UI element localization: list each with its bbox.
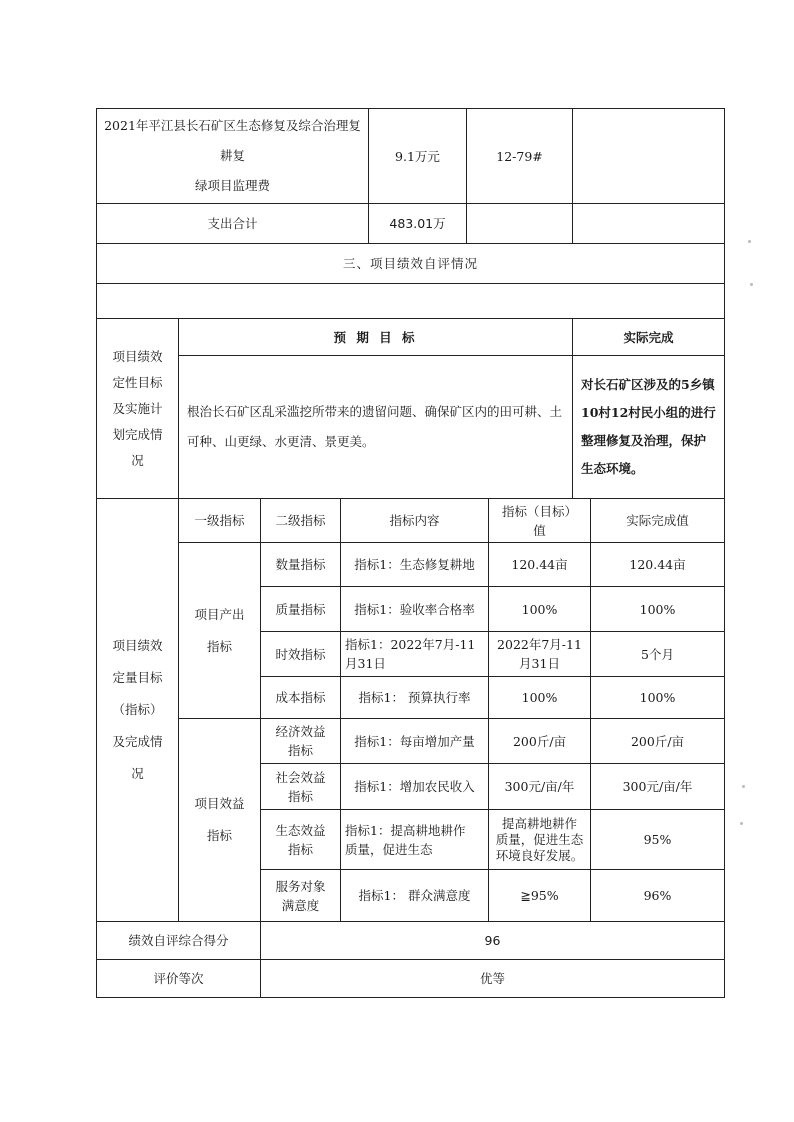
actual-completion-text: 对长石矿区涉及的5乡镇10村12村民小组的进行整理修复及治理，保护生态环境。: [573, 356, 725, 499]
indicator-row: [97, 543, 725, 587]
level2-indicator: 时效指标: [261, 632, 341, 677]
expected-goal-text: 根治长石矿区乱采滥挖所带来的遗留问题、确保矿区内的田可耕、土可种、山更绿、水更清、景更美。: [179, 356, 573, 499]
level1-indicator: 项目产出 指标: [179, 543, 261, 719]
total-row: [97, 204, 725, 244]
indicator-actual: 95%: [591, 810, 725, 870]
level2-indicator: 数量指标: [261, 543, 341, 587]
scan-mark: [748, 240, 751, 243]
level2-indicator: 经济效益 指标: [261, 719, 341, 764]
indicator-target: 120.44亩: [489, 543, 591, 587]
indicator-target: 100%: [489, 677, 591, 719]
scan-mark: [742, 785, 745, 788]
indicator-content: 指标1：生态修复耕地: [341, 543, 489, 587]
expense-item-name: 2021年平江县长石矿区生态修复及综合治理复耕复 绿项目监理费: [97, 109, 369, 204]
scan-mark: [740, 822, 743, 825]
score-label: 绩效自评综合得分: [97, 922, 261, 960]
section-title: 三、项目绩效自评情况: [97, 244, 725, 284]
total-value: 483.01万: [369, 204, 467, 244]
qualitative-header-row: [97, 319, 725, 356]
indicator-target: 300元/亩/年: [489, 764, 591, 810]
level2-indicator: 服务对象 满意度: [261, 870, 341, 922]
indicator-target: ≧95%: [489, 870, 591, 922]
expected-goal-header: 预 期 目 标: [179, 319, 573, 356]
level2-indicator: 成本指标: [261, 677, 341, 719]
total-label: 支出合计: [97, 204, 369, 244]
indicator-row: [97, 719, 725, 764]
indicator-content: 指标1：增加农民收入: [341, 764, 489, 810]
performance-table: [96, 108, 725, 998]
indicator-target: 100%: [489, 587, 591, 632]
indicator-actual: 5个月: [591, 632, 725, 677]
actual-completion-header: 实际完成: [573, 319, 725, 356]
indicator-actual: 100%: [591, 677, 725, 719]
level1-header: 一级指标: [179, 499, 261, 543]
indicator-content: 指标1：每亩增加产量: [341, 719, 489, 764]
indicator-content: 指标1：验收率合格率: [341, 587, 489, 632]
score-row: [97, 922, 725, 960]
indicator-actual: 120.44亩: [591, 543, 725, 587]
indicator-target: 提高耕地耕作 质量，促进生态 环境良好发展。: [489, 810, 591, 870]
level2-indicator: 质量指标: [261, 587, 341, 632]
expense-empty-cell: [573, 109, 725, 204]
grade-value: 优等: [261, 960, 725, 998]
score-value: 96: [261, 922, 725, 960]
total-empty-cell: [573, 204, 725, 244]
expense-voucher: 12-79#: [467, 109, 573, 204]
indicator-target: 200斤/亩: [489, 719, 591, 764]
level2-header: 二级指标: [261, 499, 341, 543]
indicator-actual: 300元/亩/年: [591, 764, 725, 810]
actual-header: 实际完成值: [591, 499, 725, 543]
qualitative-content-row: [97, 356, 725, 499]
indicator-content: 指标1：2022年7月-11 月31日: [341, 632, 489, 677]
indicator-header-row: [97, 499, 725, 543]
quantitative-row-label: 项目绩效 定量目标 （指标） 及完成情 况: [97, 499, 179, 922]
content-header: 指标内容: [341, 499, 489, 543]
blank-row: [97, 284, 725, 319]
grade-label: 评价等次: [97, 960, 261, 998]
level2-indicator: 社会效益 指标: [261, 764, 341, 810]
expense-amount: 9.1万元: [369, 109, 467, 204]
indicator-actual: 100%: [591, 587, 725, 632]
indicator-target: 2022年7月-11 月31日: [489, 632, 591, 677]
indicator-actual: 96%: [591, 870, 725, 922]
total-empty-cell: [467, 204, 573, 244]
indicator-content: 指标1： 预算执行率: [341, 677, 489, 719]
level1-indicator: 项目效益 指标: [179, 719, 261, 922]
scan-mark: [750, 283, 753, 286]
level2-indicator: 生态效益 指标: [261, 810, 341, 870]
qualitative-row-label: 项目绩效 定性目标 及实施计 划完成情 况: [97, 319, 179, 499]
indicator-content: 指标1： 群众满意度: [341, 870, 489, 922]
indicator-actual: 200斤/亩: [591, 719, 725, 764]
target-header: 指标（目标） 值: [489, 499, 591, 543]
indicator-content: 指标1：提高耕地耕作 质量，促进生态: [341, 810, 489, 870]
expense-row: [97, 109, 725, 204]
grade-row: [97, 960, 725, 998]
